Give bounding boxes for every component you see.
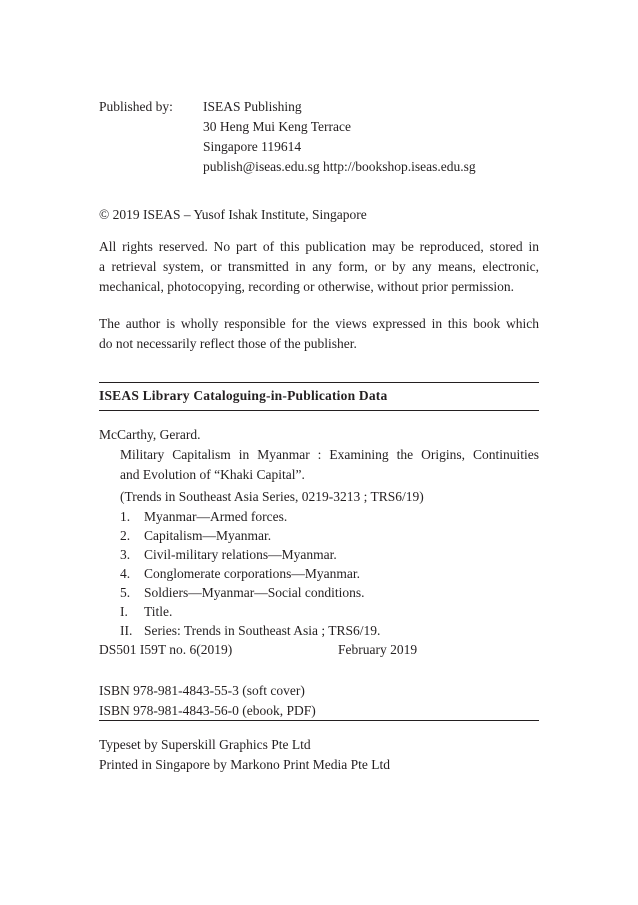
- publisher-block: [99, 97, 539, 177]
- subject-number: 4.: [120, 566, 131, 581]
- disclaimer-line: The author is wholly responsible for the views expressed in this book which: [99, 316, 539, 331]
- subject-entry: [99, 564, 539, 583]
- subject-text: Civil-military relations—Myanmar.: [144, 547, 337, 562]
- publisher-street: 30 Heng Mui Keng Terrace: [203, 119, 352, 134]
- publisher-name: ISEAS Publishing: [203, 99, 302, 114]
- subject-entry: [99, 507, 539, 526]
- isbn-block: [99, 681, 539, 721]
- catalog-series: (Trends in Southeast Asia Series, 0219-3213 ; TRS6/19): [120, 489, 424, 504]
- rights-line: All rights reserved. No part of this publication may be reproduced, stored in: [99, 239, 539, 254]
- isbn-line: ISBN 978-981-4843-56-0 (ebook, PDF): [99, 703, 316, 718]
- publisher-row: [99, 157, 539, 177]
- cip-heading: ISEAS Library Cataloguing-in-Publication Data: [99, 388, 388, 403]
- publisher-row: [99, 117, 539, 137]
- subject-text: Title.: [144, 604, 173, 619]
- printer-credit: Printed in Singapore by Markono Print Media Pte Ltd: [99, 757, 390, 772]
- catalog-date: February 2019: [338, 642, 418, 657]
- subject-number: 5.: [120, 585, 131, 600]
- rights-paragraph: [99, 237, 539, 297]
- copyright-line: © 2019 ISEAS – Yusof Ishak Institute, Singapore: [99, 207, 367, 222]
- subject-text: Conglomerate corporations—Myanmar.: [144, 566, 360, 581]
- catalog-title-line: Military Capitalism in Myanmar : Examining the Origins, Continuities: [120, 447, 539, 462]
- production-block: [99, 735, 539, 775]
- catalog-title-line: and Evolution of “Khaki Capital”.: [120, 467, 305, 482]
- subject-number: 1.: [120, 509, 131, 524]
- publisher-row: [99, 97, 539, 117]
- disclaimer-paragraph: [99, 314, 539, 354]
- isbn-bottom-rule: [99, 720, 539, 721]
- rights-line: mechanical, photocopying, recording or otherwise, without prior permission.: [99, 279, 515, 294]
- isbn-line: ISBN 978-981-4843-55-3 (soft cover): [99, 683, 305, 698]
- disclaimer-line: do not necessarily reflect those of the publisher.: [99, 336, 357, 351]
- subject-text: Myanmar—Armed forces.: [144, 509, 288, 524]
- subject-text: Capitalism—Myanmar.: [144, 528, 272, 543]
- subject-entry: [99, 545, 539, 564]
- subject-text: Series: Trends in Southeast Asia ; TRS6/19.: [144, 623, 381, 638]
- catalog-author: McCarthy, Gerard.: [99, 427, 201, 442]
- cip-heading-rule: [99, 410, 539, 411]
- subject-entry: [99, 526, 539, 545]
- subject-entry: [99, 583, 539, 602]
- publisher-city: Singapore 119614: [203, 139, 302, 154]
- copyright-block: [99, 205, 539, 225]
- publisher-label: Published by:: [99, 99, 173, 114]
- cip-top-rule: [99, 382, 539, 383]
- rights-line: a retrieval system, or transmitted in any form, or by any means, electronic,: [99, 259, 539, 274]
- subject-number: II.: [120, 623, 133, 638]
- subject-text: Soldiers—Myanmar—Social conditions.: [144, 585, 365, 600]
- publisher-row: [99, 137, 539, 157]
- subject-number: 3.: [120, 547, 131, 562]
- classification-number: DS501 I59T no. 6(2019): [99, 642, 233, 657]
- subject-entry: [99, 621, 539, 640]
- subject-number: I.: [120, 604, 128, 619]
- classification-row: [99, 640, 539, 660]
- catalog-record: [99, 425, 539, 660]
- subject-entry: [99, 602, 539, 621]
- subject-number: 2.: [120, 528, 131, 543]
- typeset-credit: Typeset by Superskill Graphics Pte Ltd: [99, 737, 311, 752]
- publisher-contact: publish@iseas.edu.sg http://bookshop.iseas.edu.sg: [203, 159, 476, 174]
